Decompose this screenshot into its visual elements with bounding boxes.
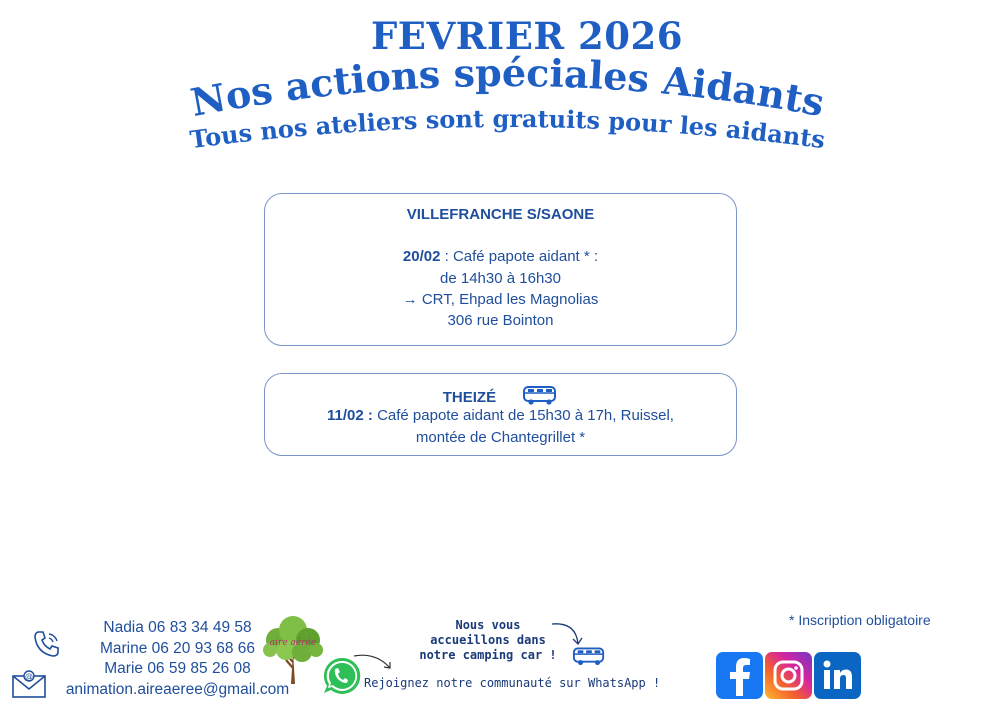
event-city-label: THEIZÉ xyxy=(442,389,497,406)
event-card-theize xyxy=(264,373,737,456)
instagram-icon[interactable] xyxy=(765,652,812,699)
event-title-rest: : Café papote aidant * : xyxy=(440,248,599,265)
mail-icon xyxy=(11,668,47,700)
camping-line: Nous vous xyxy=(455,618,521,632)
event-place: → CRT, Ehpad les Magnolias xyxy=(402,291,599,308)
arrow-doodle-icon xyxy=(350,650,398,678)
registration-note: * Inscription obligatoire xyxy=(789,612,931,628)
tree-logo xyxy=(258,612,328,686)
camping-line: accueillons dans xyxy=(430,633,546,647)
contact-line: Marine 06 20 93 68 66 xyxy=(99,639,256,657)
event-desc-rest: Café papote aidant de 15h30 à 17h, Ruissel, xyxy=(372,407,674,424)
camper-van-icon xyxy=(522,384,558,406)
headline: Nos actions spéciales Aidants xyxy=(187,49,828,126)
contact-line: Marie 06 59 85 26 08 xyxy=(104,660,251,677)
event-time: de 14h30 à 16h30 xyxy=(440,270,561,287)
event-description-line2: montée de Chantegrillet * xyxy=(415,429,586,446)
contact-email[interactable]: animation.aireaeree@gmail.com xyxy=(65,680,290,698)
linkedin-icon[interactable] xyxy=(814,652,861,699)
camper-van-icon xyxy=(572,644,606,668)
facebook-icon[interactable] xyxy=(716,652,763,699)
event-city xyxy=(265,384,736,406)
event-city: VILLEFRANCHE S/SAONE xyxy=(406,206,595,223)
subheadline: Tous nos ateliers sont gratuits pour les aidants xyxy=(188,103,827,155)
camping-line: notre camping car ! xyxy=(419,648,557,662)
contact-line: Nadia 06 83 34 49 58 xyxy=(103,619,252,636)
event-description xyxy=(265,407,736,424)
svg-text:@: @ xyxy=(25,672,33,681)
event-address: 306 rue Bointon xyxy=(447,312,554,329)
event-date: 20/02 xyxy=(402,248,441,265)
event-title xyxy=(265,248,736,265)
event-card-villefranche xyxy=(264,193,737,346)
whatsapp-invite[interactable]: Rejoignez notre communauté sur WhatsApp ! xyxy=(364,676,661,690)
page-month-title: FEVRIER 2026 xyxy=(370,14,684,58)
header-arc-titles xyxy=(0,0,1000,180)
svg-text:aire aérée: aire aérée xyxy=(269,638,317,648)
event-date: 11/02 : xyxy=(327,407,373,424)
